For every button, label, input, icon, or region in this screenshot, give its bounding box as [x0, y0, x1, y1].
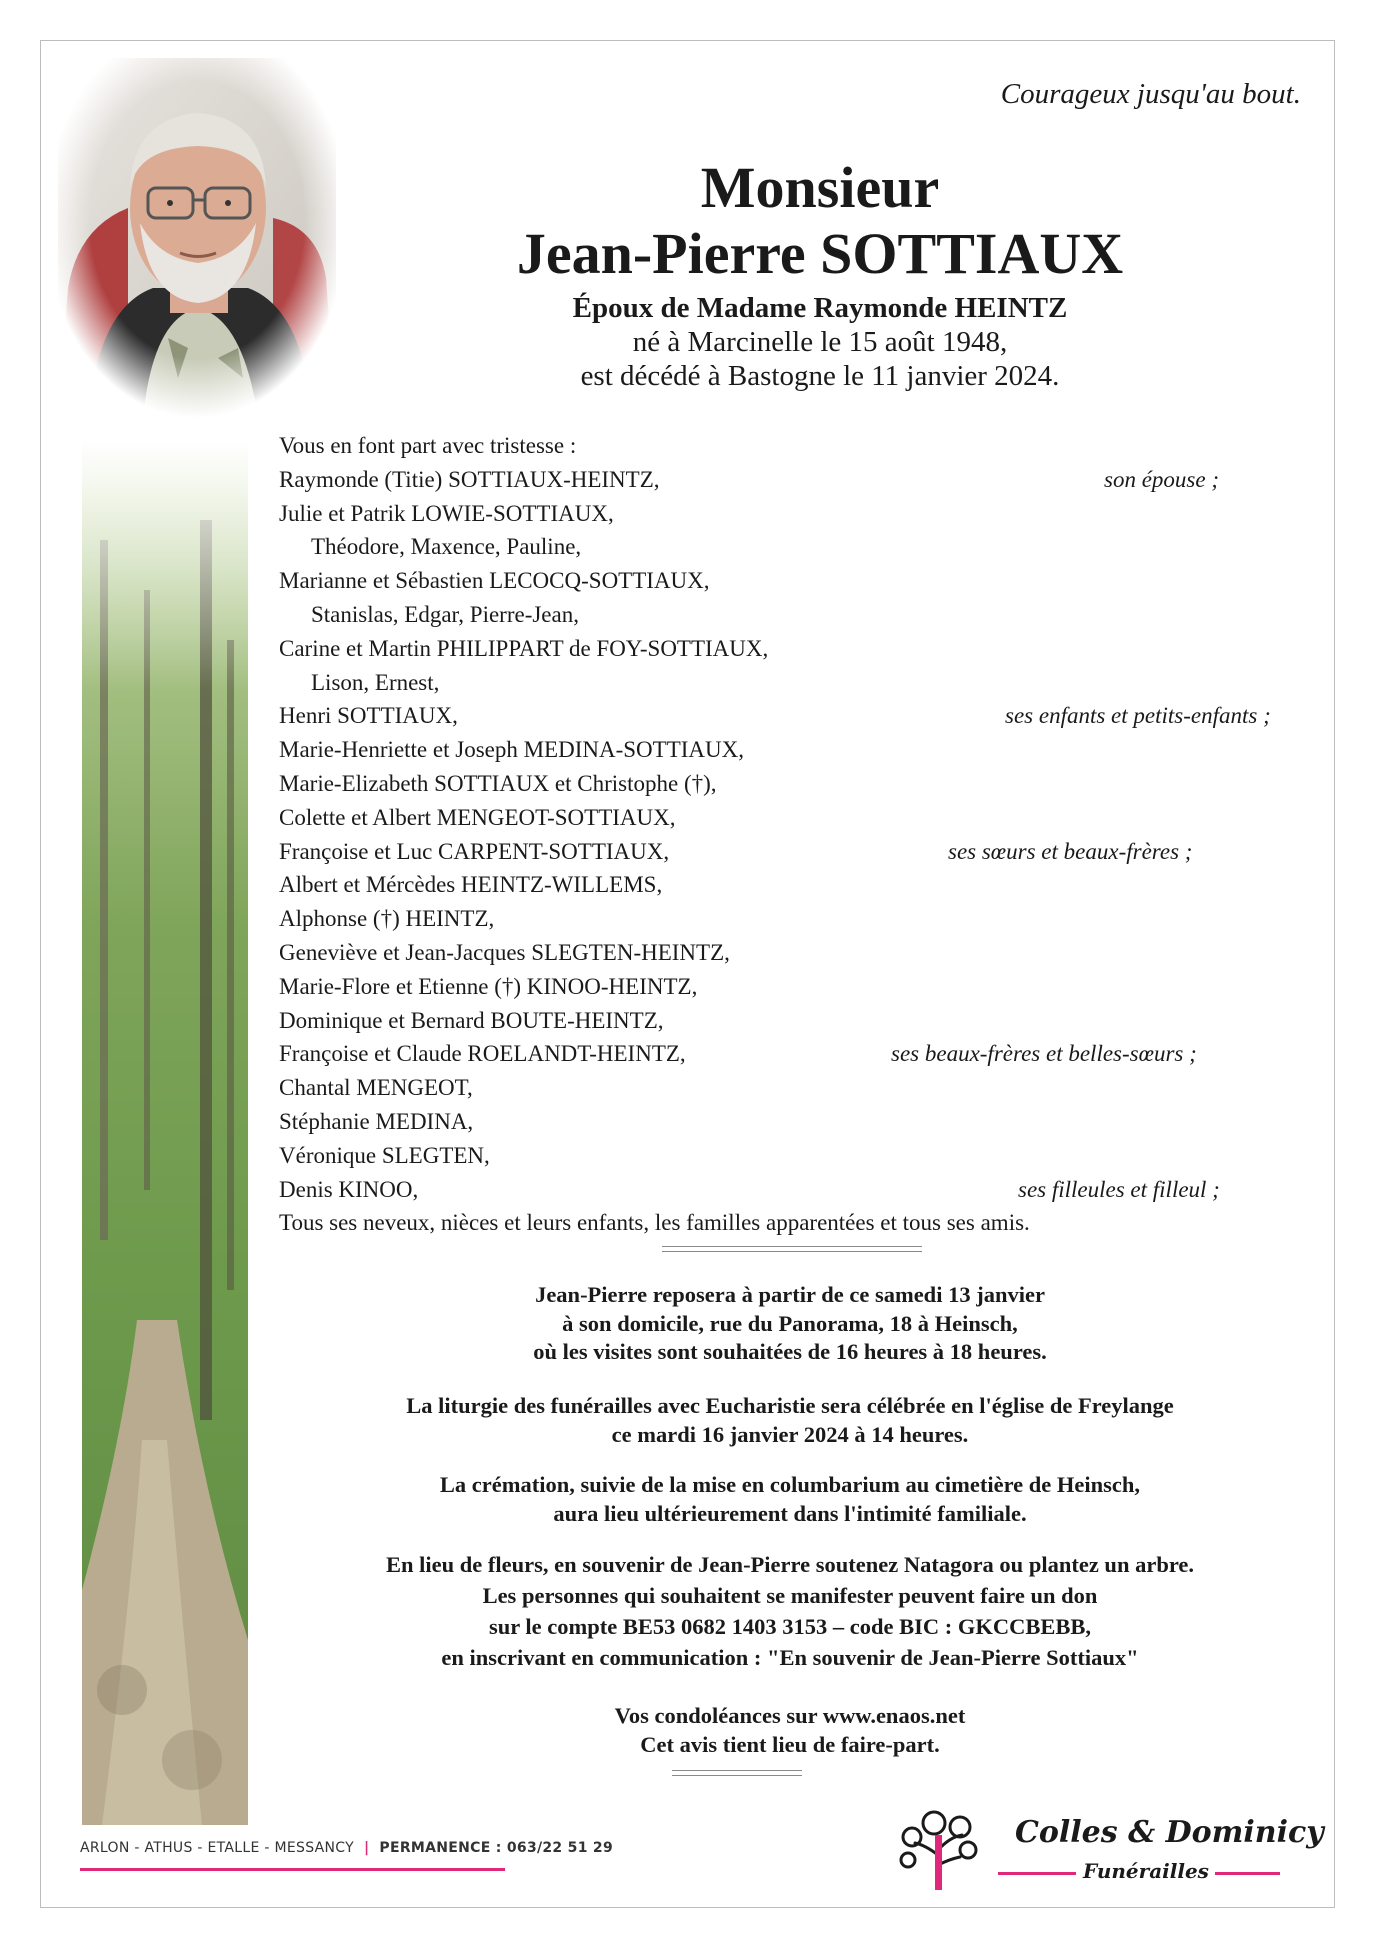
family-row: [279, 564, 1299, 598]
footer-separator: |: [363, 1840, 370, 1856]
family-row: [279, 699, 1299, 733]
family-row: [279, 666, 1299, 700]
spouse-line: Époux de Madame Raymonde HEINTZ: [572, 292, 1068, 324]
family-member-name: Henri SOTTIAUX,: [279, 703, 458, 729]
forest-path-image: [82, 440, 248, 1825]
brand-rule-right: [1215, 1872, 1280, 1875]
portrait-photo: [58, 58, 336, 418]
family-row: [279, 970, 1299, 1004]
family-member-name: Véronique SLEGTEN,: [279, 1142, 490, 1168]
honorific: Monsieur: [700, 155, 940, 220]
family-member-name: Denis KINOO,: [279, 1176, 419, 1202]
family-member-name: Marie-Elizabeth SOTTIAUX et Christophe (†),: [279, 770, 717, 796]
family-row: [279, 868, 1299, 902]
family-member-name: Stéphanie MEDINA,: [279, 1108, 474, 1134]
death-line: est décédé à Bastogne le 11 janvier 2024.: [580, 360, 1060, 392]
liturgy-info: [310, 1392, 1270, 1449]
family-member-name: Françoise et Luc CARPENT-SOTTIAUX,: [279, 838, 670, 864]
family-relation: ses filleules et filleul ;: [1018, 1176, 1220, 1202]
family-row: [279, 835, 1299, 869]
family-relation: ses enfants et petits-enfants ;: [1005, 703, 1271, 729]
family-list: [279, 429, 1299, 1240]
brand-logo: [890, 1795, 1324, 1895]
family-member-name: Marie-Flore et Etienne (†) KINOO-HEINTZ,: [279, 973, 698, 999]
cremation-line: aura lieu ultérieurement dans l'intimité familiale.: [553, 1500, 1027, 1526]
deceased-name: Jean-Pierre SOTTIAUX: [516, 221, 1124, 286]
family-row: [279, 936, 1299, 970]
birth-line: né à Marcinelle le 15 août 1948,: [632, 326, 1008, 358]
family-relation: son épouse ;: [1104, 466, 1219, 492]
family-row: [279, 1037, 1299, 1071]
donation-line: sur le compte BE53 0682 1403 3153 – code BIC : GKCCBEBB,: [488, 1614, 1092, 1639]
brand-name: Colles & Dominicy: [1015, 1815, 1324, 1850]
family-member-name: Colette et Albert MENGEOT-SOTTIAUX,: [279, 804, 676, 830]
brand-subtitle: Funérailles: [1083, 1859, 1209, 1883]
visit-line: à son domicile, rue du Panorama, 18 à Heinsch,: [562, 1310, 1018, 1336]
donation-info: [310, 1549, 1270, 1673]
family-member-name: Tous ses neveux, nièces et leurs enfants, les familles apparentées et tous ses amis.: [279, 1210, 1030, 1236]
family-member-name: Alphonse (†) HEINTZ,: [279, 906, 495, 932]
family-member-name: Dominique et Bernard BOUTE-HEINTZ,: [279, 1007, 664, 1033]
family-member-name: Marie-Henriette et Joseph MEDINA-SOTTIAUX,: [279, 737, 744, 763]
family-row: [279, 767, 1299, 801]
title-block: [355, 155, 1285, 393]
family-row: [279, 1071, 1299, 1105]
donation-line: en inscrivant en communication : "En souvenir de Jean-Pierre Sottiaux": [441, 1645, 1139, 1670]
family-member-name: Raymonde (Titie) SOTTIAUX-HEINTZ,: [279, 466, 660, 492]
family-member-name: Vous en font part avec tristesse :: [279, 433, 577, 458]
family-member-name: Lison, Ernest,: [311, 669, 440, 695]
family-relation: ses sœurs et beaux-frères ;: [948, 838, 1193, 864]
family-row: [279, 1004, 1299, 1038]
separator-rule: [662, 1246, 922, 1252]
family-member-name: Chantal MENGEOT,: [279, 1075, 473, 1101]
family-row: [279, 598, 1299, 632]
family-row: [279, 632, 1299, 666]
condolences-line: Cet avis tient lieu de faire-part.: [640, 1731, 940, 1757]
condolences-info: [310, 1702, 1270, 1759]
family-row: [279, 497, 1299, 531]
family-member-name: Albert et Mércèdes HEINTZ-WILLEMS,: [279, 872, 663, 898]
separator-rule-bottom: [672, 1770, 802, 1776]
visit-info: [310, 1281, 1270, 1367]
visit-line: où les visites sont souhaitées de 16 heures à 18 heures.: [533, 1339, 1047, 1364]
brand-rule-left: [998, 1872, 1076, 1875]
family-row: [279, 733, 1299, 767]
cremation-info: [310, 1471, 1270, 1528]
liturgy-line: La liturgie des funérailles avec Eucharistie sera célébrée en l'église de Freylange: [406, 1393, 1174, 1418]
family-row: [279, 1139, 1299, 1173]
family-row: [279, 530, 1299, 564]
condolences-line: Vos condoléances sur www.enaos.net: [614, 1703, 966, 1728]
footer-contact: [80, 1840, 613, 1856]
family-member-name: Geneviève et Jean-Jacques SLEGTEN-HEINTZ,: [279, 939, 730, 965]
tree-logo-icon: [890, 1795, 990, 1895]
family-row: [279, 429, 1299, 463]
donation-line: En lieu de fleurs, en souvenir de Jean-Pierre soutenez Natagora ou plantez un arbre.: [385, 1552, 1195, 1577]
family-member-name: Carine et Martin PHILIPPART de FOY-SOTTIAUX,: [279, 635, 769, 661]
family-relation: ses beaux-frères et belles-sœurs ;: [891, 1041, 1197, 1067]
visit-line: Jean-Pierre reposera à partir de ce samedi 13 janvier: [535, 1282, 1045, 1307]
family-row: [279, 1105, 1299, 1139]
family-member-name: Julie et Patrik LOWIE-SOTTIAUX,: [279, 500, 614, 526]
family-member-name: Marianne et Sébastien LECOCQ-SOTTIAUX,: [279, 568, 710, 594]
footer-accent-bar: [80, 1868, 505, 1871]
family-row: [279, 902, 1299, 936]
family-member-name: Stanislas, Edgar, Pierre-Jean,: [311, 601, 579, 627]
family-row: [279, 1206, 1299, 1240]
liturgy-line: ce mardi 16 janvier 2024 à 14 heures.: [611, 1421, 969, 1447]
family-member-name: Françoise et Claude ROELANDT-HEINTZ,: [279, 1041, 686, 1067]
family-row: [279, 801, 1299, 835]
footer-locations: ARLON - ATHUS - ETALLE - MESSANCY: [80, 1840, 354, 1856]
donation-line: Les personnes qui souhaitent se manifester peuvent faire un don: [482, 1583, 1098, 1608]
cremation-line: La crémation, suivie de la mise en columbarium au cimetière de Heinsch,: [439, 1472, 1141, 1497]
motto: Courageux jusqu'au bout.: [1000, 78, 1301, 110]
family-row: [279, 463, 1299, 497]
footer-permanence: PERMANENCE : 063/22 51 29: [379, 1840, 613, 1856]
family-row: [279, 1173, 1299, 1207]
family-member-name: Théodore, Maxence, Pauline,: [311, 534, 582, 560]
